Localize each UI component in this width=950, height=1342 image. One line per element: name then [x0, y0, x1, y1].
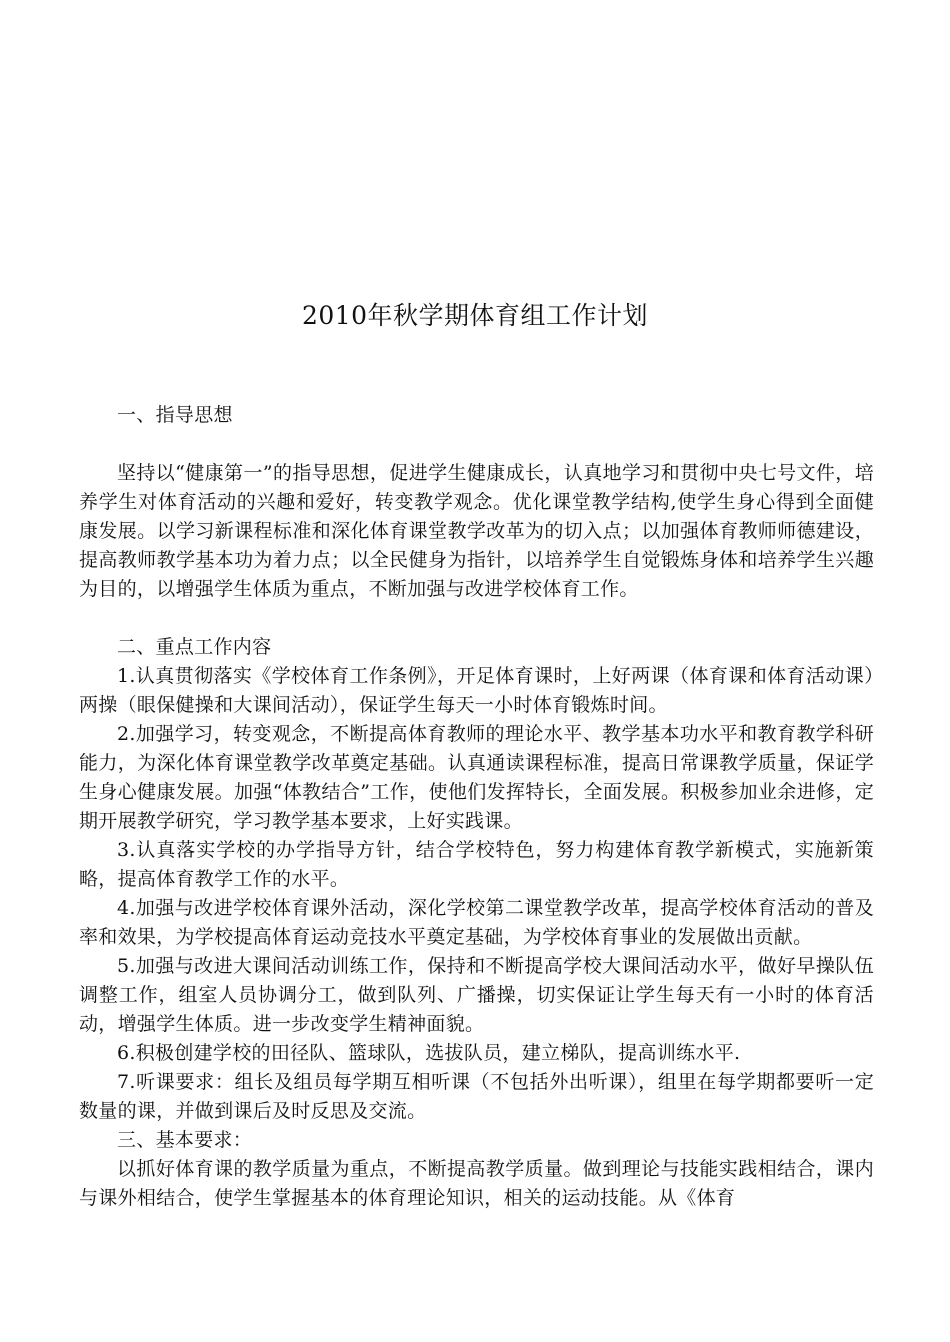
key-work-item-3: 3.认真落实学校的办学指导方针，结合学校特色，努力构建体育教学新模式，实施新策略，提高体育教学工作的水平。	[79, 839, 874, 890]
key-work-item-6: 6.积极创建学校的田径队、篮球队，选拔队员，建立梯队，提高训练水平.	[117, 1042, 741, 1064]
key-work-item-1: 1.认真贯彻落实《学校体育工作条例》，开足体育课时，上好两课（体育课和体育活动课）两操（眼保健操和大课间活动），保证学生每天一小时体育锻炼时间。	[79, 665, 874, 716]
section-heading-guiding-thought: 一、指导思想	[117, 404, 233, 426]
document-title: 2010年秋学期体育组工作计划	[301, 301, 649, 330]
document-body	[79, 401, 874, 1213]
section-heading-basic-requirements: 三、基本要求：	[117, 1129, 253, 1151]
key-work-item-7: 7.听课要求：组长及组员每学期互相听课（不包括外出听课），组里在每学期都要听一定数量的课，并做到课后及时反思及交流。	[79, 1071, 874, 1122]
paragraph-gap	[79, 604, 874, 633]
guiding-thought-paragraph: 坚持以“健康第一”的指导思想，促进学生健康成长，认真地学习和贯彻中央七号文件，培养学生对体育活动的兴趣和爱好，转变教学观念。优化课堂教学结构,使学生身心得到全面健康发展。以学习新课程标准和深化体育课堂教学改革为的切入点；以加强体育教师师德建设，提高教师教学基本功为着力点；以全民健身为指针，以培养学生自觉锻炼身体和培养学生兴趣为目的，以增强学生体质为重点，不断加强与改进学校体育工作。	[79, 462, 874, 600]
basic-requirements-paragraph: 以抓好体育课的教学质量为重点，不断提高教学质量。做到理论与技能实践相结合，课内与课外相结合，使学生掌握基本的体育理论知识，相关的运动技能。从《体育	[79, 1158, 874, 1209]
key-work-item-4: 4.加强与改进学校体育课外活动，深化学校第二课堂教学改革，提高学校体育活动的普及率和效果，为学校提高体育运动竞技水平奠定基础，为学校体育事业的发展做出贡献。	[79, 897, 874, 948]
paragraph-gap	[79, 430, 874, 459]
key-work-item-2: 2.加强学习，转变观念，不断提高体育教师的理论水平、教学基本功水平和教育教学科研能力，为深化体育课堂教学改革奠定基础。认真通读课程标准，提高日常课教学质量，保证学生身心健康发展。加强“体教结合”工作，使他们发挥特长，全面发展。积极参加业余进修，定期开展教学研究，学习教学基本要求，上好实践课。	[79, 723, 874, 832]
key-work-item-5: 5.加强与改进大课间活动训练工作，保持和不断提高学校大课间活动水平，做好早操队伍调整工作，组室人员协调分工，做到队列、广播操，切实保证让学生每天有一小时的体育活动，增强学生体质。进一步改变学生精神面貌。	[79, 955, 874, 1035]
section-heading-key-work: 二、重点工作内容	[117, 636, 272, 658]
